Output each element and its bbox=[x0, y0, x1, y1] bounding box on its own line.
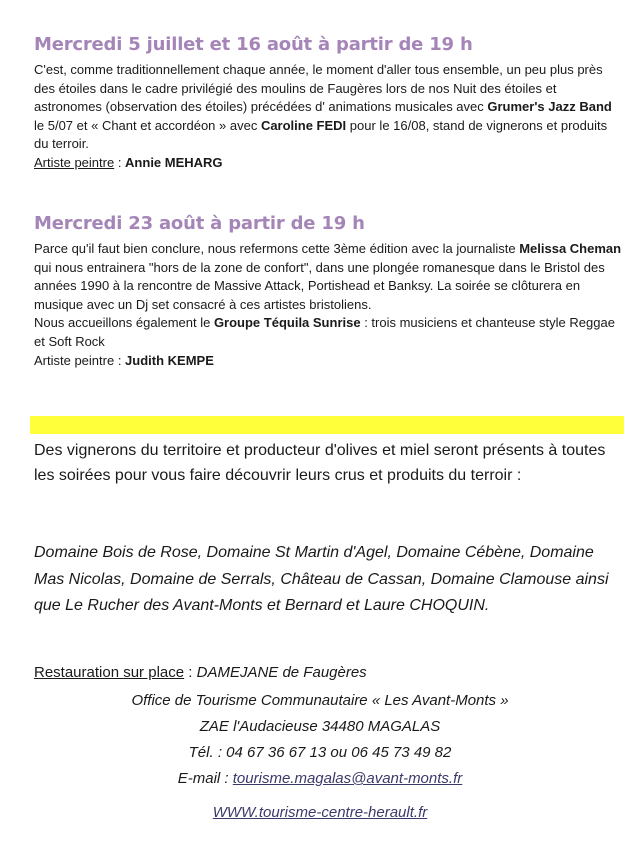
restauration-line bbox=[34, 664, 367, 681]
group-name: Groupe Téquila Sunrise bbox=[213, 315, 361, 331]
restauration-value: DAMEJANE de Faugères bbox=[196, 664, 367, 681]
band-name: Grumer's Jazz Band bbox=[487, 99, 612, 115]
office-address: ZAE l'Audacieuse 34480 MAGALAS bbox=[199, 718, 441, 735]
event-heading: Mercredi 5 juillet et 16 août à partir de 19 h bbox=[34, 34, 473, 55]
website-line bbox=[0, 800, 640, 826]
office-phone: Tél. : 04 67 36 67 13 ou 06 45 73 49 82 bbox=[188, 744, 452, 761]
website-link[interactable]: WWW.tourisme-centre-herault.fr bbox=[212, 804, 428, 821]
artist-line bbox=[34, 154, 624, 173]
domaines-list: Domaine Bois de Rose, Domaine St Martin d'Agel, Domaine Cébène, Domaine Mas Nicolas, Domaine de Serrals, Château de Cassan, Domaine Clamouse ainsi que Le Rucher des Avant-Monts et Bernard et Laure CHOQUIN. bbox=[34, 544, 609, 614]
artist-label: Artiste peintre : bbox=[34, 352, 126, 368]
email-line bbox=[0, 766, 640, 792]
desc-text: : trois musiciens et chanteuse style Reggae et Soft Rock bbox=[34, 315, 615, 349]
group-line bbox=[34, 314, 624, 351]
desc-text: C'est, comme traditionnellement chaque année, le moment d'aller tous ensemble, un peu plus près des étoiles dans le cadre privilégié des moulins de Faugères lors de nos Nuit des étoiles et astronomes (observation des étoiles) précédées d' animations musicales avec bbox=[34, 62, 603, 115]
email-label: E-mail : bbox=[177, 770, 233, 787]
artist-line bbox=[34, 352, 624, 371]
highlight-bar bbox=[30, 416, 624, 434]
event-description bbox=[34, 240, 624, 314]
contact-block bbox=[0, 688, 640, 826]
desc-text: Parce qu'il faut bien conclure, nous refermons cette 3ème édition avec la journaliste bbox=[34, 241, 520, 256]
singer-name: Caroline FEDI bbox=[260, 117, 347, 133]
artist-name: Annie MEHARG bbox=[125, 154, 223, 170]
restauration-sep: : bbox=[184, 664, 197, 681]
vignerons-paragraph: Des vignerons du territoire et producteur d'olives et miel seront présents à toutes les soirées pour vous faire découvrir leurs crus et produits du terroir : bbox=[34, 442, 606, 484]
event-section-july-august bbox=[34, 34, 624, 173]
event-section-august-23 bbox=[34, 213, 624, 370]
event-description bbox=[34, 61, 624, 154]
artist-label: Artiste peintre bbox=[34, 154, 115, 170]
journalist-name: Melissa Cheman bbox=[519, 241, 622, 256]
restauration-label: Restauration sur place bbox=[34, 664, 185, 681]
artist-name: Judith KEMPE bbox=[125, 352, 214, 368]
artist-separator: : bbox=[114, 154, 126, 170]
email-link[interactable]: tourisme.magalas@avant-monts.fr bbox=[232, 770, 463, 787]
office-name: Office de Tourisme Communautaire « Les Avant-Monts » bbox=[131, 692, 509, 709]
desc-text: pour le 16/08, stand de vignerons et produits du terroir. bbox=[34, 117, 608, 152]
desc-text: qui nous entrainera "hors de la zone de confort", dans une plongée romanesque dans le Bristol des années 1990 à la rencontre de Massive Attack, Portishead et Banksy. La soirée se clôturera en musique avec un Dj set consacré à ces artistes bristoliens. bbox=[34, 259, 605, 312]
desc-text: Nous accueillons également le bbox=[34, 315, 214, 331]
desc-text: le 5/07 et « Chant et accordéon » avec bbox=[34, 117, 261, 133]
event-heading: Mercredi 23 août à partir de 19 h bbox=[34, 213, 365, 234]
